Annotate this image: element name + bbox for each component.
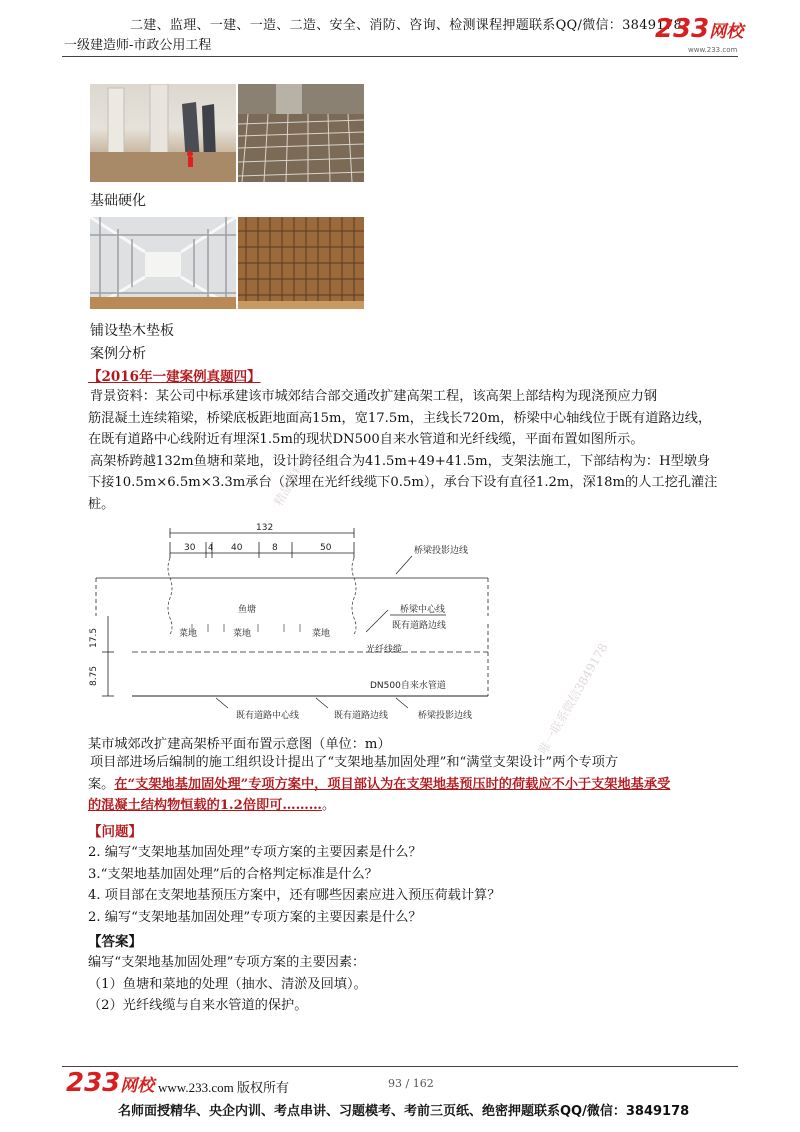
header-logo[interactable] [655,14,743,44]
background-line-5: 下接10.5m×6.5m×3.3m承台（深埋在光纤线缆下0.5m），承台下设有直径1.2m，深18m的人工挖孔灌注 [88,475,718,490]
dim-seg-1: 30 [184,543,196,553]
dim-total: 132 [256,523,274,533]
project-line-3-end: 。 [321,798,336,813]
answer-1: （1）鱼塘和菜地的处理（抽水、清淤及回填）。 [88,976,367,992]
photo-scaffold-tunnel [90,217,236,309]
dim-seg-5: 50 [320,543,332,553]
footer-divider [62,1066,738,1067]
footer-copyright[interactable]: www.233.com 版权所有 [158,1080,289,1095]
background-paragraph [88,386,736,515]
logo-text: 网校 [709,22,744,42]
header-divider [62,56,738,57]
question-2: 3.“支架地基加固处理”后的合格判定标准是什么？ [88,866,378,882]
dim-left-8-75: 8.75 [89,665,99,686]
background-line-1: 背景资料：某公司中标承建该市城郊结合部交通改扩建高架工程，该高架上部结构为现浇预应力钢 [90,389,658,404]
answer-intro: 编写“支架地基加固处理”专项方案的主要因素： [88,955,366,970]
dim-seg-3: 40 [231,543,243,553]
project-highlight-1: 在“支架地基加固处理”专项方案中，项目部认为在支架地基预压时的荷载应不小于支架地基承受 [114,776,671,792]
project-line-1: 项目部进场后编制的施工组织设计提出了“支架地基加固处理”和“满堂支架设计”两个专项方 [90,755,619,770]
photo-caption-2: 铺设垫木垫板 [90,323,174,339]
question-4: 2. 编写“支架地基加固处理”专项方案的主要因素是什么？ [88,909,422,925]
photo-caption-1: 基础硬化 [90,193,146,209]
label-road-edge-bottom: 既有道路边线 [334,711,389,721]
figure-caption: 某市城郊改扩建高架桥平面布置示意图（单位：m） [88,737,391,752]
photo-scaffold-grid [238,217,364,309]
footer-logo-text: 网校 [120,1076,155,1096]
answer-2: （2）光纤线缆与自来水管道的保护。 [88,998,308,1013]
background-line-2: 筋混凝土连续箱梁，桥梁底板距地面高15m，宽17.5m，主线长720m，桥梁中心轴线位于既有道路边线， [88,410,712,426]
label-bridge-center: 桥梁中心线 [400,605,446,615]
footer-logo[interactable] [66,1068,154,1098]
photo-rebar [238,84,364,182]
footer-promo: 名师面授精华、央企内训、考点串讲、习题模考、考前三页纸、绝密押题联系QQ/微信：3849178 [118,1104,690,1119]
project-paragraph [88,752,736,817]
logo-number: 233 [655,14,710,44]
case-title: 【2016年一建案例真题四】 [88,369,261,385]
label-fish-pond: 鱼塘 [238,605,257,615]
questions-list [88,842,736,928]
watermark-1: 精品资料网 [271,449,314,509]
label-veg-1: 菜地 [179,629,198,639]
background-line-4: 高架桥跨越132m鱼塘和菜地，设计跨径组合为41.5m+49+41.5m，支架法施工，下部结构为：H型墩身 [90,453,711,469]
label-fiber: 光纤线缆 [366,645,403,655]
background-line-3: 在既有道路中心线附近有埋深1.5m的现状DN500自来水管道和光纤线缆，平面布置如图所示。 [88,432,644,447]
label-water-pipe: DN500自来水管道 [370,681,446,691]
photo-pillars [90,84,236,182]
label-veg-3: 菜地 [312,629,331,639]
dim-seg-4: 8 [272,543,278,553]
bridge-plan-diagram [88,520,608,730]
page-number: 93 / 162 [388,1077,434,1090]
footer-logo-number: 233 [66,1068,121,1098]
watermark-2: 唯一联系微信3849178 [535,640,611,757]
answer-block [88,952,736,1017]
project-line-2-start: 案。 [88,776,115,792]
answer-title: 【答案】 [88,934,142,950]
logo-url: www.233.com [688,46,738,54]
questions-title: 【问题】 [88,824,142,840]
label-bridge-edge-top: 桥梁投影边线 [414,546,469,556]
label-road-edge-right: 既有道路边线 [392,621,447,631]
label-road-center: 既有道路中心线 [236,711,300,721]
background-line-6: 桩。 [88,496,115,512]
dim-left-17-5: 17.5 [89,627,99,648]
question-1: 2. 编写“支架地基加固处理”专项方案的主要因素是什么？ [88,845,422,860]
section-title: 案例分析 [90,346,146,362]
question-3: 4. 项目部在支架地基预压方案中，还有哪些因素应进入预压荷载计算？ [88,888,501,903]
project-highlight-2: 的混凝土结构物恒载的1.2倍即可……… [88,798,322,813]
header-promo: 二建、监理、一建、一造、二造、安全、消防、咨询、检测课程押题联系QQ/微信：3849178 [130,18,683,33]
label-bridge-edge-bottom: 桥梁投影边线 [418,711,473,721]
header-subtitle: 一级建造师-市政公用工程 [64,38,212,53]
dim-seg-2: 4 [208,543,214,552]
label-veg-2: 菜地 [233,629,252,639]
